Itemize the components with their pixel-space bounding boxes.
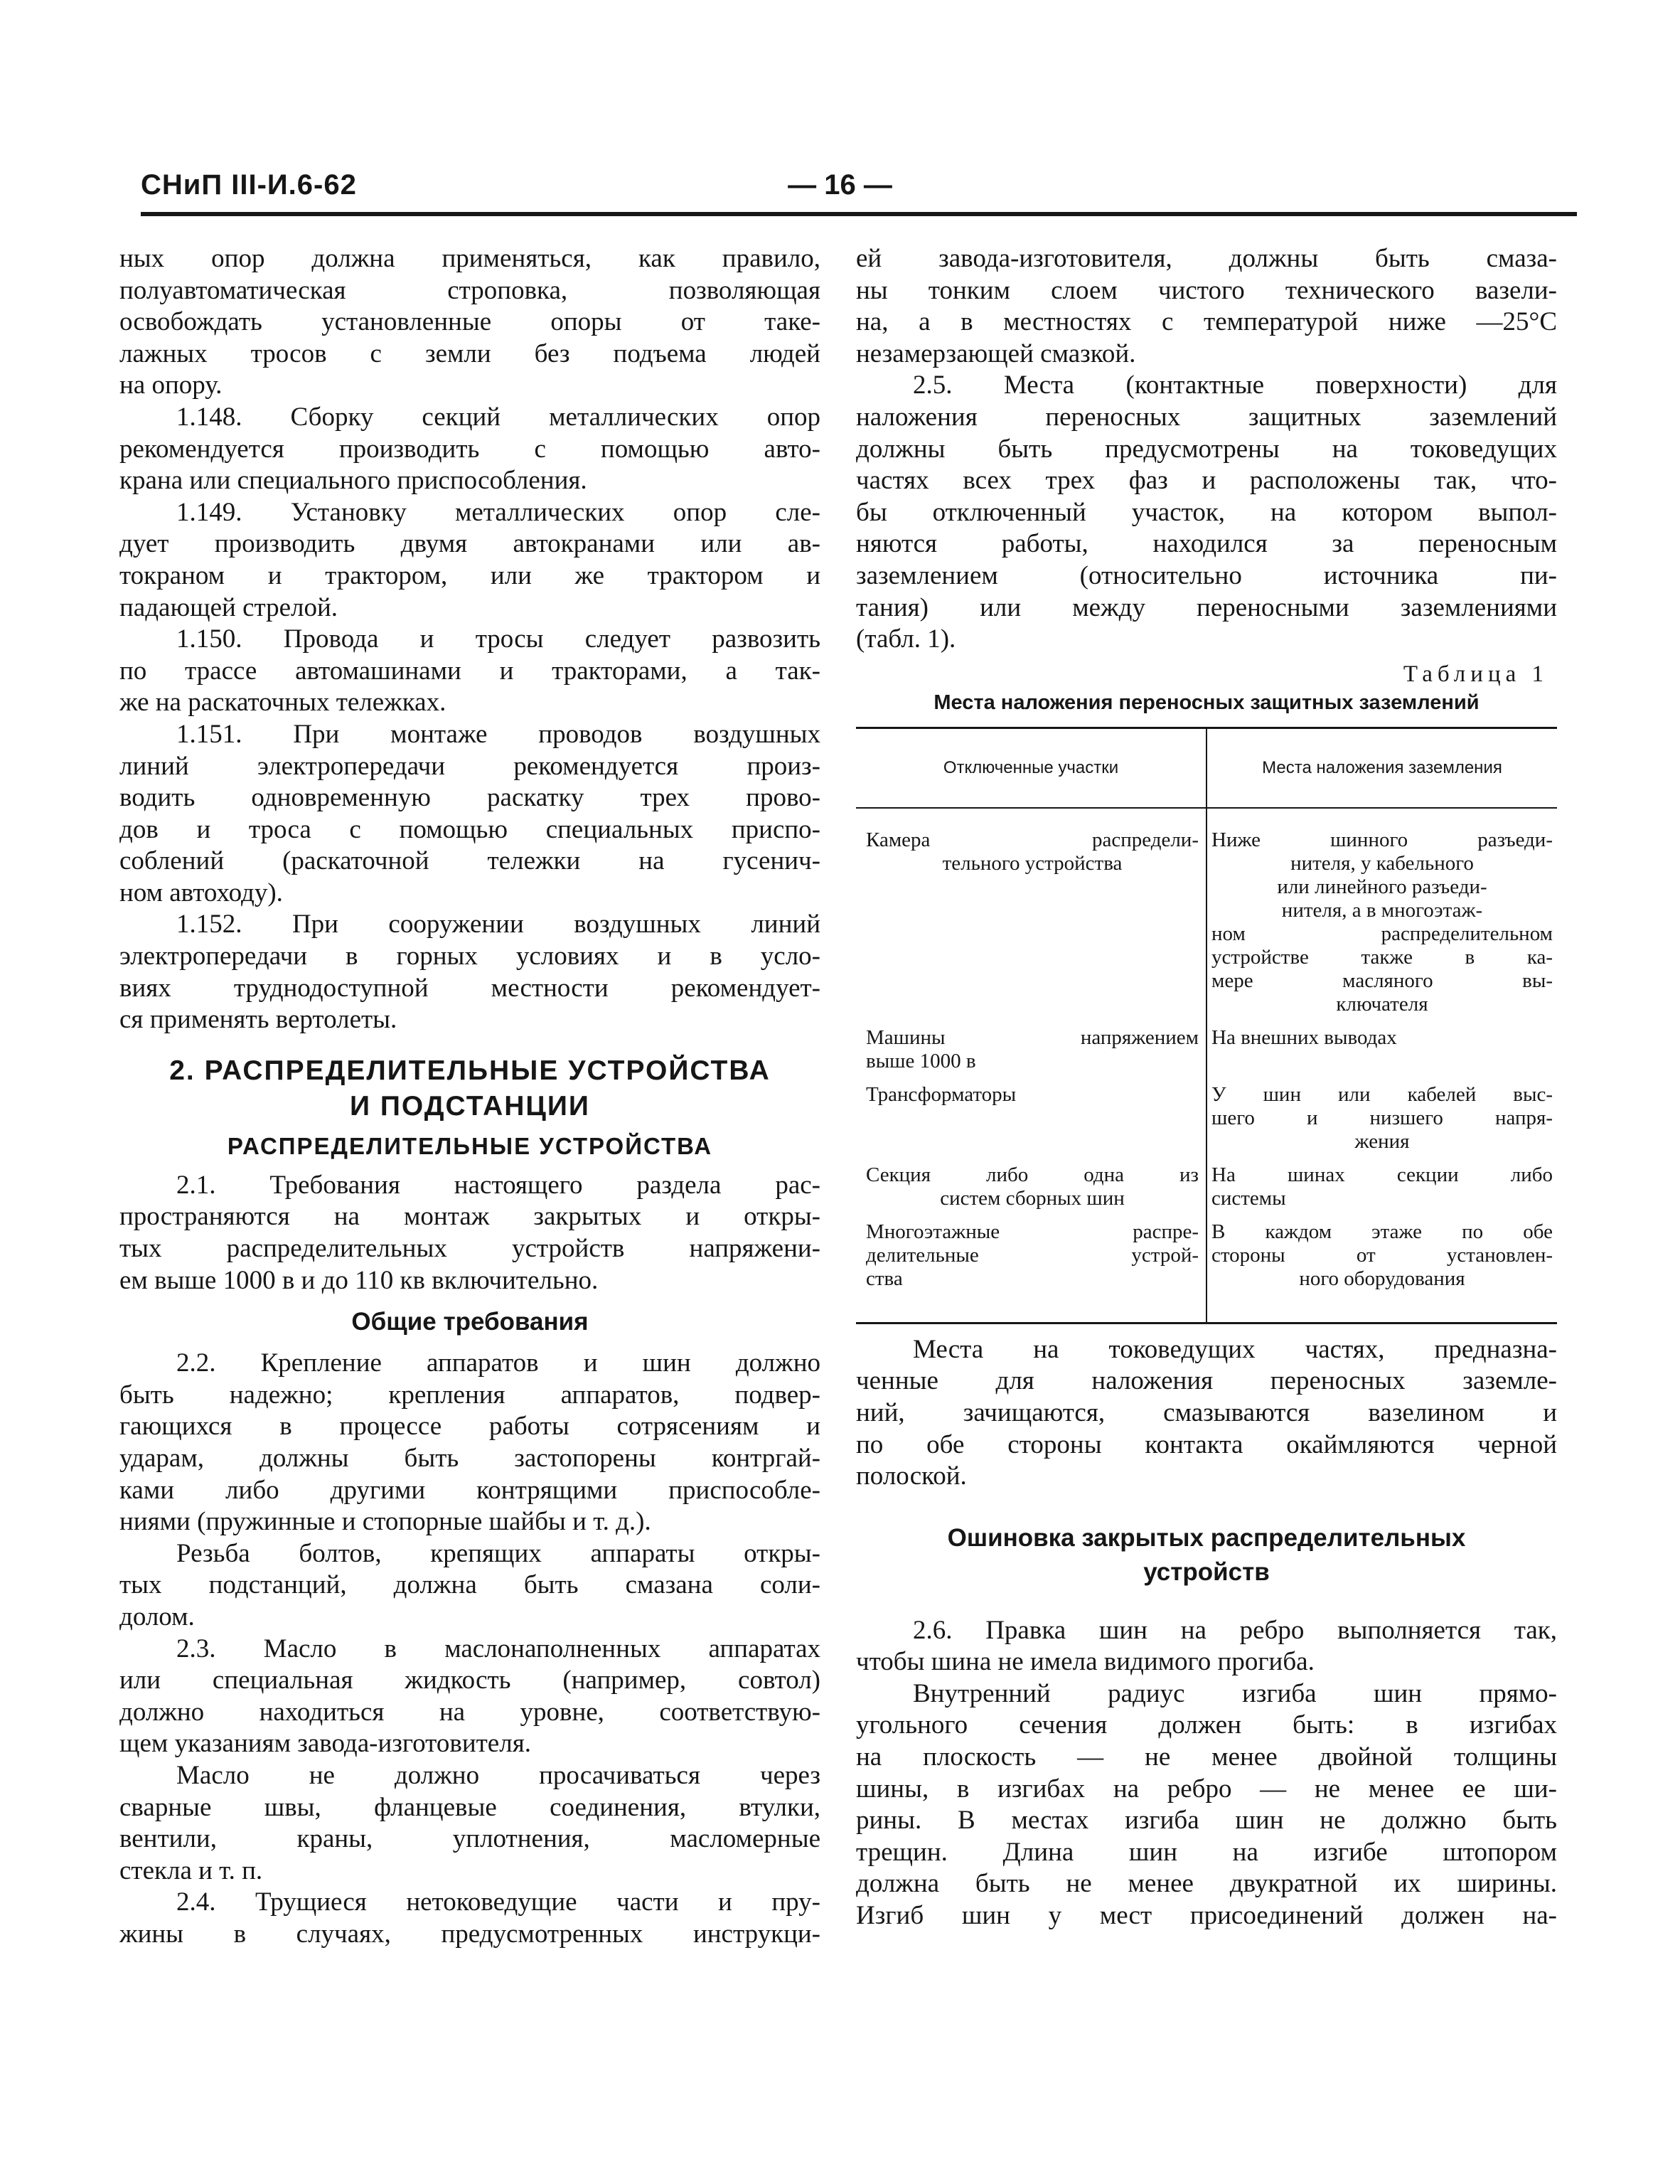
text-line: ся применять вертолеты. xyxy=(119,1005,397,1035)
text-line: (табл. 1). xyxy=(856,624,956,654)
text-line: бы отключенный участок, на котором выпол- xyxy=(856,497,1557,527)
cell-line: Камера распредели- xyxy=(866,828,1199,851)
cell-line: ства xyxy=(866,1267,903,1290)
table-cell xyxy=(1207,1163,1557,1220)
paragraph-2-2 xyxy=(119,1348,820,1538)
heading-busbar: Ошиновка закрытых распределительных xyxy=(947,1523,1466,1552)
document-code: СНиП III-И.6-62 xyxy=(141,169,357,201)
text-line: шины, в изгибах на ребро — не менее ее ши- xyxy=(856,1774,1557,1804)
text-line: ниями (пружинные и стопорные шайбы и т. д.). xyxy=(119,1507,651,1537)
text-line: лажных тросов с земли без подъема людей xyxy=(119,339,820,368)
paragraph-2-2-b xyxy=(119,1538,820,1634)
text-line: дует производить двумя автокранами или ав- xyxy=(119,529,820,559)
table-cell xyxy=(856,1163,1207,1220)
cell-line: ном распределительном xyxy=(1211,922,1553,945)
cell-line: Ниже шинного разъеди- xyxy=(1211,828,1553,851)
text-line: пространяются на монтаж закрытых и откры- xyxy=(119,1202,820,1232)
paragraph-2-6-b xyxy=(856,1678,1557,1932)
cell-line: жения xyxy=(1354,1129,1410,1153)
paragraph-1-149 xyxy=(119,497,820,624)
cell-line: На шинах секции либо xyxy=(1211,1163,1553,1186)
text-line: на опору. xyxy=(119,371,223,400)
paragraph-2-3-b xyxy=(119,1760,820,1887)
paragraph-1-151 xyxy=(119,719,820,910)
cell-line: мере масляного вы- xyxy=(1211,969,1553,992)
text-line: рекомендуется производить с помощью авто- xyxy=(119,434,820,464)
heading-general-requirements: Общие требования xyxy=(351,1308,589,1336)
text-line: 2.3. Масло в маслонаполненных аппаратах xyxy=(176,1634,820,1663)
text-line: на плоскость — не менее двойной толщины xyxy=(856,1742,1557,1772)
text-line: долом. xyxy=(119,1602,195,1631)
text-line: полуавтоматическая строповка, позволяющая xyxy=(119,275,820,305)
text-line: наложения переносных защитных заземлений xyxy=(856,402,1557,432)
paragraph-after-table xyxy=(856,1334,1557,1493)
table-row xyxy=(856,1083,1557,1163)
text-line: Изгиб шин у мест присоединений должен на- xyxy=(856,1901,1557,1931)
text-line: 2.2. Крепление аппаратов и шин должно xyxy=(176,1348,820,1378)
text-line: падающей стрелой. xyxy=(119,592,338,622)
cell-line: устройстве также в ка- xyxy=(1211,945,1553,969)
text-line: полоской. xyxy=(856,1461,967,1491)
text-line: 1.149. Установку металлических опор сле- xyxy=(176,497,820,527)
cell-line: системы xyxy=(1211,1186,1286,1210)
cell-line: стороны от установлен- xyxy=(1211,1243,1553,1267)
left-column xyxy=(119,243,820,1951)
table-cell xyxy=(856,1083,1207,1163)
cell-line: делительные устрой- xyxy=(866,1243,1199,1267)
text-line: рины. В местах изгиба шин не должно быть xyxy=(856,1806,1557,1836)
page-number: — 16 — xyxy=(788,169,892,201)
table-row xyxy=(856,1220,1557,1322)
text-line: водить одновременную раскатку трех прово- xyxy=(119,783,820,813)
paragraph-1-148 xyxy=(119,402,820,497)
section-title: 2. РАСПРЕДЕЛИТЕЛЬНЫЕ УСТРОЙСТВА xyxy=(169,1055,771,1086)
table-cell xyxy=(1207,1026,1557,1083)
cell-line: ключателя xyxy=(1336,992,1428,1016)
text-line: же на раскаточных тележках. xyxy=(119,688,446,718)
text-line: няются работы, находился за переносным xyxy=(856,529,1557,559)
text-line: сварные швы, фланцевые соединения, втулки, xyxy=(119,1792,820,1822)
text-line: ем выше 1000 в и до 110 кв включительно. xyxy=(119,1265,599,1295)
header-rule xyxy=(141,212,1577,216)
text-line: стекла и т. п. xyxy=(119,1855,263,1885)
cell-line: выше 1000 в xyxy=(866,1049,976,1072)
text-line: 1.148. Сборку секций металлических опор xyxy=(176,402,820,432)
text-line: должны быть предусмотрены на токоведущих xyxy=(856,434,1557,464)
cell-line: систем сборных шин xyxy=(940,1186,1125,1210)
text-line: ний, зачищаются, смазываются вазелином и xyxy=(856,1397,1557,1427)
table-cell xyxy=(1207,808,1557,1026)
paragraph-1-150 xyxy=(119,624,820,719)
text-line: гающихся в процессе работы сотрясениям и xyxy=(119,1412,820,1442)
text-line: 2.6. Правка шин на ребро выполняется так, xyxy=(913,1615,1557,1645)
text-line: ченные для наложения переносных заземле- xyxy=(856,1366,1557,1396)
table-label: Таблица 1 xyxy=(1403,661,1548,687)
text-line: Места на токоведущих частях, предназна- xyxy=(913,1334,1557,1364)
text-line: должна быть не менее двукратной их ширины. xyxy=(856,1869,1557,1899)
text-line: крана или специального приспособления. xyxy=(119,466,587,496)
text-line: щем указаниям завода-изготовителя. xyxy=(119,1729,531,1759)
table-header-cell: Места наложения заземления xyxy=(1207,729,1557,808)
text-line: незамерзающей смазкой. xyxy=(856,339,1136,368)
text-line: на, а в местностях с температурой ниже —25°С xyxy=(856,307,1557,337)
text-line: освобождать установленные опоры от таке- xyxy=(119,307,820,337)
cell-line: тельного устройства xyxy=(942,851,1123,875)
paragraph-continued xyxy=(119,243,820,402)
text-line: жины в случаях, предусмотренных инструкци- xyxy=(119,1919,820,1949)
text-line: 2.1. Требования настоящего раздела рас- xyxy=(176,1170,820,1200)
text-line: электропередачи в горных условиях и в усло- xyxy=(119,942,820,971)
paragraph-2-1 xyxy=(119,1170,820,1296)
cell-line: нителя, у кабельного xyxy=(1290,851,1474,875)
text-line: 1.152. При сооружении воздушных линий xyxy=(176,910,820,939)
text-line: тых подстанций, должна быть смазана соли- xyxy=(119,1570,820,1600)
right-column xyxy=(856,243,1557,1932)
table-title: Места наложения переносных защитных заземлений xyxy=(933,691,1480,714)
text-line: 2.4. Трущиеся нетоковедущие части и пру- xyxy=(176,1887,820,1917)
text-line: ных опор должна применяться, как правило, xyxy=(119,244,820,273)
cell-line: Секция либо одна из xyxy=(866,1163,1199,1186)
paragraph-2-6 xyxy=(856,1615,1557,1678)
text-line: виях труднодоступной местности рекомендует- xyxy=(119,973,820,1003)
text-line: вентили, краны, уплотнения, масломерные xyxy=(119,1824,820,1854)
text-line: Резьба болтов, крепящих аппараты откры- xyxy=(176,1538,820,1568)
text-line: 1.151. При монтаже проводов воздушных xyxy=(176,719,820,749)
text-line: ей завода-изготовителя, должны быть смаза- xyxy=(856,244,1557,273)
text-line: заземлением (относительно источника пи- xyxy=(856,560,1557,590)
text-line: тых распределительных устройств напряжени- xyxy=(119,1234,820,1264)
heading-busbar: устройств xyxy=(1143,1557,1270,1586)
cell-line: На внешних выводах xyxy=(1211,1026,1397,1049)
text-line: угольного сечения должен быть: в изгибах xyxy=(856,1710,1557,1740)
text-line: 2.5. Места (контактные поверхности) для xyxy=(913,371,1557,400)
paragraph-2-5 xyxy=(856,370,1557,655)
cell-line: В каждом этаже по обе xyxy=(1211,1220,1553,1243)
text-line: по трассе автомашинами и тракторами, а так- xyxy=(119,656,820,686)
text-line: ны тонким слоем чистого технического вазели- xyxy=(856,275,1557,305)
table-cell xyxy=(856,1026,1207,1083)
section-title: И ПОДСТАНЦИИ xyxy=(350,1090,590,1122)
grounding-table xyxy=(856,727,1557,1324)
table-row xyxy=(856,1163,1557,1220)
text-line: линий электропередачи рекомендуется произ- xyxy=(119,751,820,781)
text-line: частях всех трех фаз и расположены так, что- xyxy=(856,466,1557,496)
text-line: Внутренний радиус изгиба шин прямо- xyxy=(913,1678,1557,1708)
text-line: чтобы шина не имела видимого прогиба. xyxy=(856,1647,1315,1677)
subsection-title: РАСПРЕДЕЛИТЕЛЬНЫЕ УСТРОЙСТВА xyxy=(227,1132,713,1159)
text-line: тания) или между переносными заземлениями xyxy=(856,592,1557,622)
text-line: по обе стороны контакта окаймляются черной xyxy=(856,1429,1557,1459)
table-cell xyxy=(856,808,1207,1026)
table-cell xyxy=(1207,1220,1557,1322)
text-line: дов и троса с помощью специальных приспо- xyxy=(119,814,820,844)
text-line: или специальная жидкость (например, совтол) xyxy=(119,1666,820,1695)
text-line: ками либо другими контрящими приспособле- xyxy=(119,1475,820,1505)
cell-line: шего и низшего напря- xyxy=(1211,1106,1553,1129)
paragraph-2-3 xyxy=(119,1634,820,1760)
cell-line: Трансформаторы xyxy=(866,1082,1017,1106)
text-line: 1.150. Провода и тросы следует развозить xyxy=(176,624,820,654)
paragraph-1-152 xyxy=(119,909,820,1035)
text-line: токраном и трактором, или же трактором и xyxy=(119,560,820,590)
text-line: трещин. Длина шин на изгибе штопором xyxy=(856,1837,1557,1867)
table-row xyxy=(856,1026,1557,1083)
cell-line: Многоэтажные распре- xyxy=(866,1220,1199,1243)
paragraph-2-4 xyxy=(119,1887,820,1950)
text-line: ном автоходу). xyxy=(119,878,283,907)
cell-line: Машины напряжением xyxy=(866,1026,1199,1049)
text-line: ударам, должны быть застопорены контргай- xyxy=(119,1444,820,1473)
text-line: Масло не должно просачиваться через xyxy=(176,1760,820,1790)
cell-line: нителя, а в многоэтаж- xyxy=(1281,898,1483,922)
text-line: быть надежно; крепления аппаратов, подвер- xyxy=(119,1380,820,1410)
text-line: соблений (раскаточной тележки на гусенич- xyxy=(119,846,820,876)
table-row xyxy=(856,808,1557,1026)
table-cell xyxy=(856,1220,1207,1322)
table-header-cell: Отключенные участки xyxy=(856,729,1207,808)
cell-line: или линейного разъеди- xyxy=(1277,875,1487,898)
cell-line: У шин или кабелей выс- xyxy=(1211,1082,1553,1106)
paragraph-continued xyxy=(856,243,1557,370)
table-cell xyxy=(1207,1083,1557,1163)
cell-line: ного оборудования xyxy=(1299,1267,1465,1290)
text-line: должно находиться на уровне, соответствую- xyxy=(119,1697,820,1727)
